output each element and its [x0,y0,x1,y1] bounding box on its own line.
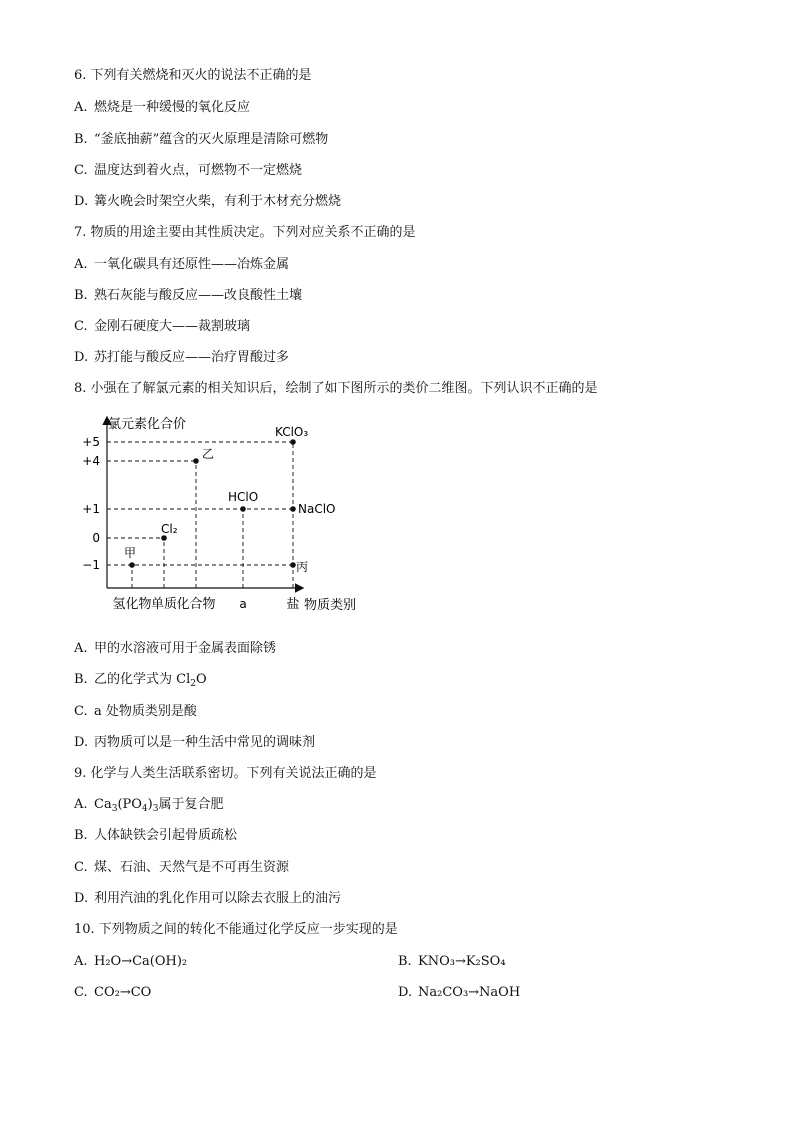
option-text: Na₂CO₃→NaOH [418,985,521,1000]
q6-option-b[interactable] [74,132,328,148]
option-label: A. [74,257,88,272]
option-label: A. [74,797,88,812]
data-point-label: Cl₂ [161,522,178,536]
q9-stem: 9. 化学与人类生活联系密切。下列有关说法正确的是 [74,766,377,781]
q7-option-b[interactable] [74,288,302,304]
q6-option-c[interactable] [74,163,302,179]
option-text: 温度达到着火点，可燃物不一定燃烧 [94,163,303,178]
x-category-label: a [239,597,247,611]
q10-option-a[interactable] [74,954,187,970]
option-label: B. [74,828,88,843]
option-text: 一氧化碳具有还原性——冶炼金属 [94,257,290,272]
option-text: 篝火晚会时架空火柴，有利于木材充分燃烧 [94,194,342,209]
q6-stem: 6. 下列有关燃烧和灭火的说法不正确的是 [74,68,312,83]
y-tick-label: −1 [82,558,100,572]
option-label: B. [74,132,88,147]
data-point-label: NaClO [298,502,336,516]
q9-option-d[interactable] [74,891,341,907]
q7-option-c[interactable] [74,319,250,335]
option-text: KNO₃→K₂SO₄ [418,954,506,969]
option-label: A. [74,954,88,969]
option-label: D. [74,194,89,209]
data-point-label: KClO₃ [275,425,309,439]
data-point [161,535,167,541]
option-label: B. [398,954,412,969]
q8-option-a[interactable] [74,641,276,657]
y-tick-label: +4 [82,454,100,468]
option-text: 苏打能与酸反应——治疗胃酸过多 [94,350,290,365]
option-text: a 处物质类别是酸 [94,704,197,719]
y-axis-label: 氯元素化合价 [108,417,187,432]
option-text: 丙物质可以是一种生活中常见的调味剂 [94,735,316,750]
option-label: D. [398,985,413,1000]
option-text: 煤、石油、天然气是不可再生资源 [94,860,290,875]
q9-option-a[interactable] [74,797,223,813]
y-tick-label: 0 [92,531,100,545]
y-tick-label: +1 [82,502,100,516]
q10-stem: 10. 下列物质之间的转化不能通过化学反应一步实现的是 [74,922,398,937]
option-label: A. [74,641,88,656]
q9-option-b[interactable] [74,828,237,844]
option-text: “釜底抽薪”蕴含的灭火原理是清除可燃物 [94,132,329,147]
data-point-label: 乙 [202,447,215,461]
x-category-label: 氢化物 [112,597,152,612]
option-text: 金刚石硬度大——裁割玻璃 [94,319,251,334]
data-point [290,439,296,445]
option-text: 人体缺铁会引起骨质疏松 [94,828,238,843]
q10-option-b[interactable] [398,954,506,970]
option-label: D. [74,350,89,365]
q7-option-d[interactable] [74,350,289,366]
q9-option-c[interactable] [74,860,289,876]
option-text: 甲的水溶液可用于金属表面除锈 [94,641,277,656]
data-point-label: HClO [228,490,259,504]
q8-option-d[interactable] [74,735,315,751]
option-label: B. [74,672,88,687]
q6-option-a[interactable] [74,100,250,116]
option-label: C. [74,704,88,719]
option-text: 乙的化学式为 $Cl_2O$ [94,672,207,689]
data-point-label: 丙 [296,560,309,574]
option-text: H₂O→Ca(OH)₂ [94,954,188,969]
y-tick-label: +5 [82,435,100,449]
q8-option-b[interactable] [74,672,207,688]
q8-stem: 8. 小强在了解氯元素的相关知识后，绘制了如下图所示的类价二维图。下列认识不正确的是 [74,381,598,396]
data-point [290,506,296,512]
option-label: C. [74,319,88,334]
option-label: B. [74,288,88,303]
q7-option-a[interactable] [74,257,289,273]
q7-stem: 7. 物质的用途主要由其性质决定。下列对应关系不正确的是 [74,225,416,240]
data-point [193,458,199,464]
option-label: D. [74,891,89,906]
data-point [290,562,296,568]
q10-option-d[interactable] [398,985,520,1001]
option-text: 熟石灰能与酸反应——改良酸性土壤 [94,288,303,303]
option-label: C. [74,163,88,178]
option-label: C. [74,985,88,1000]
option-text: $Ca_3(PO_4)_3$属于复合肥 [94,797,224,814]
option-text: CO₂→CO [94,985,152,1000]
q8-option-c[interactable] [74,704,197,720]
x-category-label: 化合物 [176,597,216,612]
data-point-label: 甲 [124,546,137,560]
data-point [240,506,246,512]
option-label: D. [74,735,89,750]
option-label: A. [74,100,88,115]
q6-option-d[interactable] [74,194,341,210]
x-axis-label: 物质类别 [304,598,357,613]
valence-category-chart [70,410,380,620]
option-text: 燃烧是一种缓慢的氧化反应 [94,100,251,115]
x-category-label: 盐 [286,597,300,612]
x-category-label: 单质 [150,597,178,612]
data-point [129,562,135,568]
q10-option-c[interactable] [74,985,151,1001]
option-text: 利用汽油的乳化作用可以除去衣服上的油污 [94,891,342,906]
option-label: C. [74,860,88,875]
